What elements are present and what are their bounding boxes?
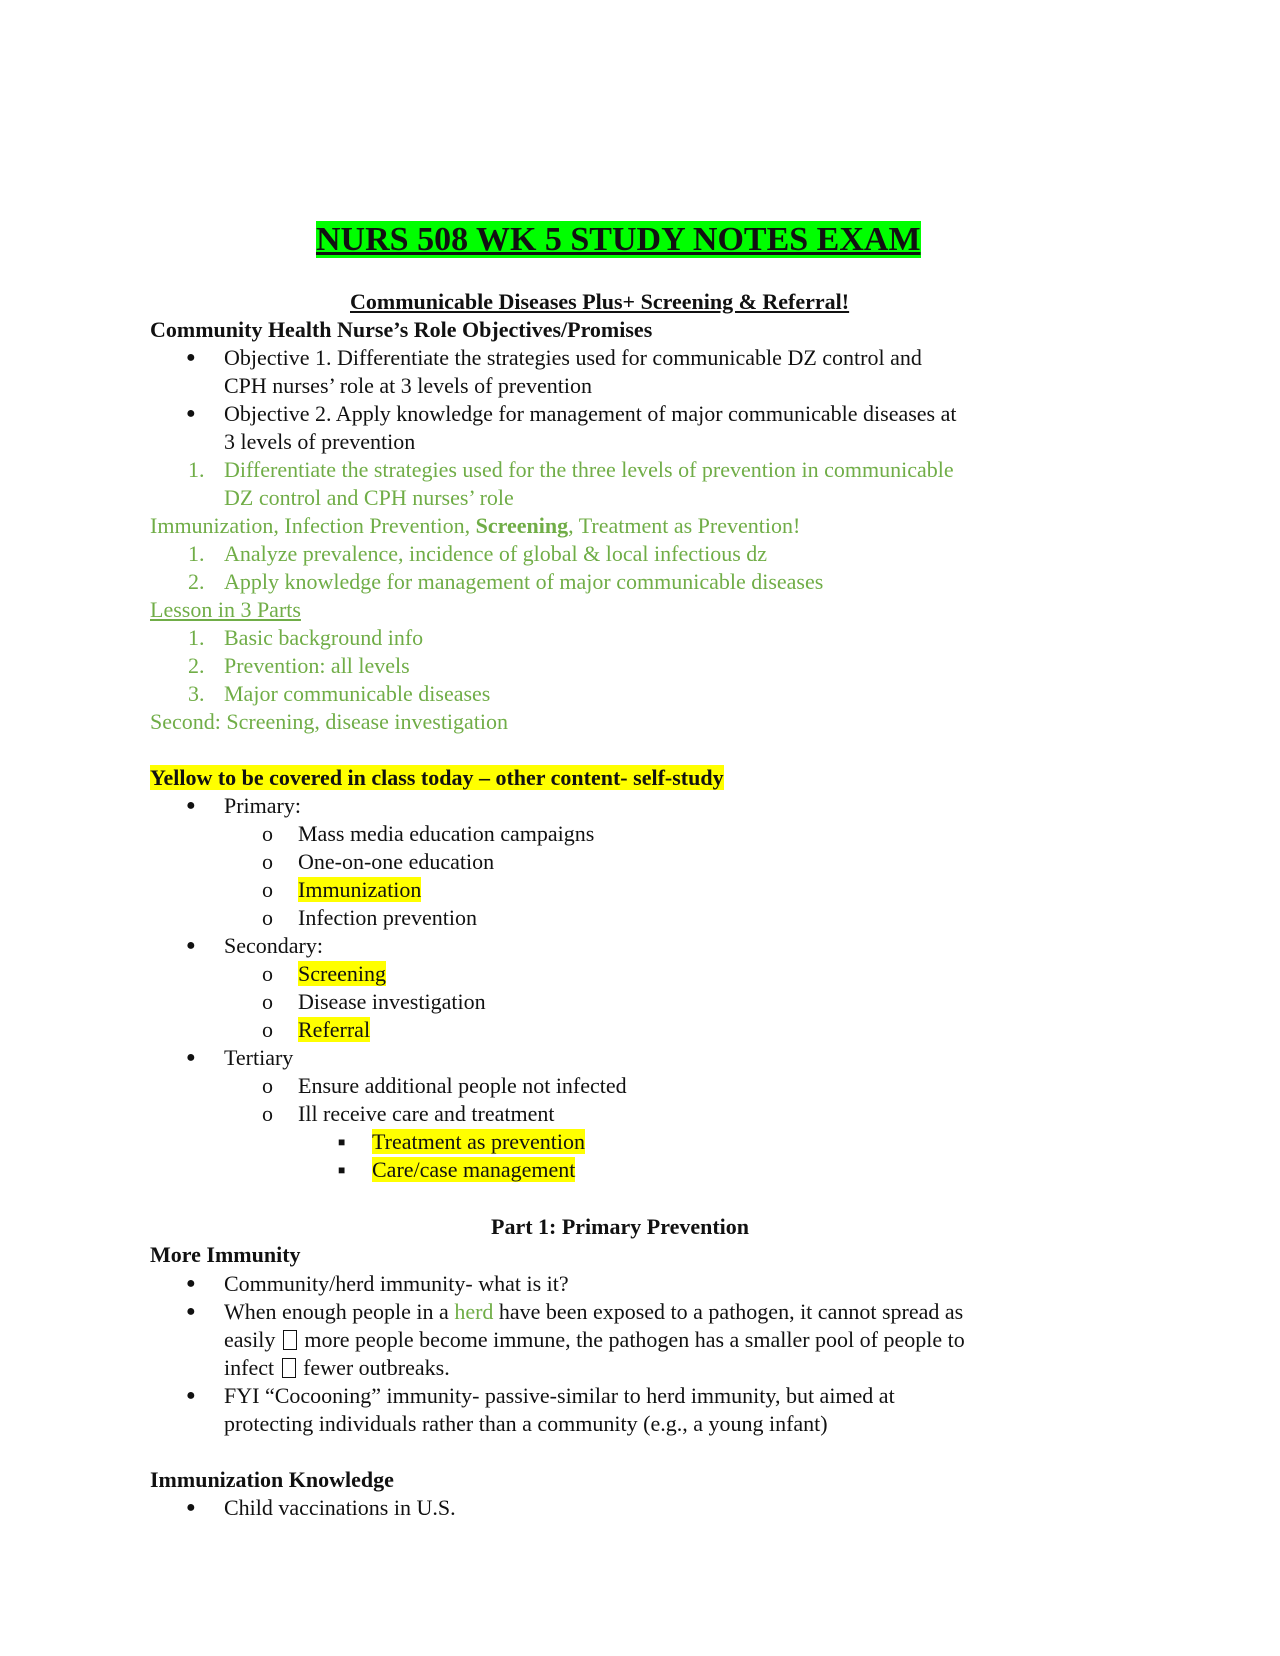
lesson-part: Basic background info xyxy=(224,625,424,650)
subtitle: Communicable Diseases Plus+ Screening & Referral! xyxy=(350,289,850,314)
immunity-bullet-line: When enough people in a herd have been exposed to a pathogen, it cannot spread as xyxy=(224,1299,964,1324)
bullet-icon: ● xyxy=(186,1275,196,1292)
list-number: 3. xyxy=(188,681,205,706)
circle-bullet-icon: o xyxy=(262,989,273,1014)
green-list-item: Apply knowledge for management of major communicable diseases xyxy=(224,569,824,594)
square-bullet-icon: ■ xyxy=(338,1135,346,1149)
sub-item-highlighted: Screening xyxy=(298,961,386,986)
sub-item-highlighted: Referral xyxy=(298,1017,371,1042)
lesson-heading: Lesson in 3 Parts xyxy=(150,597,301,622)
bullet-icon: ● xyxy=(186,349,196,366)
more-immunity-heading: More Immunity xyxy=(150,1242,301,1267)
list-number: 2. xyxy=(188,653,205,678)
sub-item: Ensure additional people not infected xyxy=(298,1073,627,1098)
circle-bullet-icon: o xyxy=(262,1101,273,1126)
yellow-note: Yellow to be covered in class today – other content- self-study xyxy=(150,765,724,790)
bullet-icon: ● xyxy=(186,1387,196,1404)
bullet-icon: ● xyxy=(186,1499,196,1516)
objective-2-line-2: 3 levels of prevention xyxy=(224,429,416,454)
lesson-part: Prevention: all levels xyxy=(224,653,410,678)
missing-glyph-icon xyxy=(283,1330,297,1350)
immunity-bullet-line: infect fewer outbreaks. xyxy=(224,1355,450,1380)
immunization-bullet: Child vaccinations in U.S. xyxy=(224,1495,456,1520)
second-line: Second: Screening, disease investigation xyxy=(150,709,509,734)
immunity-bullet-line: easily more people become immune, the pathogen has a smaller pool of people to xyxy=(224,1327,965,1352)
objectives-heading: Community Health Nurse’s Role Objectives/Promises xyxy=(150,317,653,342)
objective-2-line-1: Objective 2. Apply knowledge for management of major communicable diseases at xyxy=(224,401,957,426)
immunity-bullet-line: FYI “Cocooning” immunity- passive-similar to herd immunity, but aimed at xyxy=(224,1383,895,1408)
prevention-line: Immunization, Infection Prevention, Screening, Treatment as Prevention! xyxy=(150,513,801,538)
list-number: 1. xyxy=(188,457,205,482)
circle-bullet-icon: o xyxy=(262,1017,273,1042)
immunity-bullet-line: protecting individuals rather than a community (e.g., a young infant) xyxy=(224,1411,828,1436)
sub-sub-item-highlighted: Care/case management xyxy=(372,1157,576,1182)
immunization-heading: Immunization Knowledge xyxy=(150,1467,394,1492)
sub-item-highlighted: Immunization xyxy=(298,877,422,902)
list-number: 2. xyxy=(188,569,205,594)
green-list-item: Analyze prevalence, incidence of global & local infectious dz xyxy=(224,541,768,566)
sub-item: Infection prevention xyxy=(298,905,477,930)
bullet-icon: ● xyxy=(186,1303,196,1320)
circle-bullet-icon: o xyxy=(262,905,273,930)
circle-bullet-icon: o xyxy=(262,821,273,846)
level-primary: Primary: xyxy=(224,793,301,818)
missing-glyph-icon xyxy=(282,1358,296,1378)
green-item-line-2: DZ control and CPH nurses’ role xyxy=(224,485,514,510)
circle-bullet-icon: o xyxy=(262,961,273,986)
bullet-icon: ● xyxy=(186,797,196,814)
list-number: 1. xyxy=(188,541,205,566)
document-title: NURS 508 WK 5 STUDY NOTES EXAM xyxy=(316,221,921,258)
list-number: 1. xyxy=(188,625,205,650)
circle-bullet-icon: o xyxy=(262,1073,273,1098)
sub-item: Mass media education campaigns xyxy=(298,821,595,846)
bullet-icon: ● xyxy=(186,1049,196,1066)
square-bullet-icon: ■ xyxy=(338,1163,346,1177)
bullet-icon: ● xyxy=(186,405,196,422)
green-item-line-1: Differentiate the strategies used for the three levels of prevention in communicable xyxy=(224,457,954,482)
sub-sub-item-highlighted: Treatment as prevention xyxy=(372,1129,586,1154)
part-1-heading: Part 1: Primary Prevention xyxy=(491,1214,750,1239)
objective-1-line-2: CPH nurses’ role at 3 levels of prevention xyxy=(224,373,593,398)
objective-1-line-1: Objective 1. Differentiate the strategies used for communicable DZ control and xyxy=(224,345,922,370)
immunity-bullet: Community/herd immunity- what is it? xyxy=(224,1271,569,1296)
sub-item: One-on-one education xyxy=(298,849,495,874)
lesson-part: Major communicable diseases xyxy=(224,681,491,706)
circle-bullet-icon: o xyxy=(262,849,273,874)
circle-bullet-icon: o xyxy=(262,877,273,902)
level-tertiary: Tertiary xyxy=(224,1045,294,1070)
sub-item: Disease investigation xyxy=(298,989,486,1014)
bullet-icon: ● xyxy=(186,937,196,954)
level-secondary: Secondary: xyxy=(224,933,323,958)
sub-item: Ill receive care and treatment xyxy=(298,1101,555,1126)
